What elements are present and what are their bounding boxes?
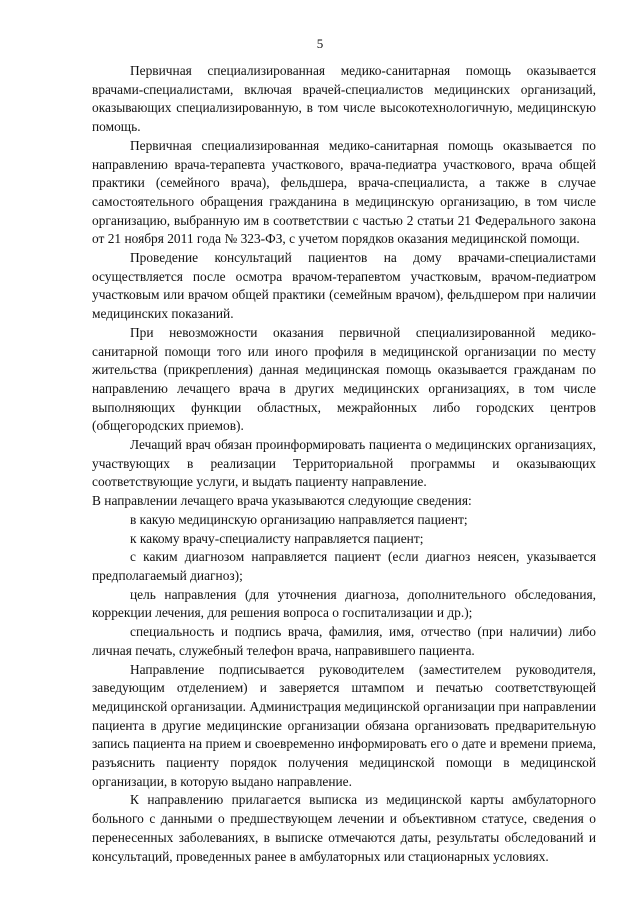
paragraph-medical-extract: К направлению прилагается выписка из медицинской карты амбулаторного больного с данными о предшествующем лечении и объективном статусе, сведения о перенесенных заболеваниях, в выписке отмечаются даты, результаты обследований и консультаций, проведенных ранее в амбулаторных или стационарных условиях. — [92, 792, 596, 864]
list-item-specialist: к какому врачу-специалисту направляется пациент; — [130, 530, 424, 546]
list-item-purpose: цель направления (для уточнения диагноза, дополнительного обследования, коррекции лечения, для решения вопроса о госпитализации и др.); — [92, 586, 596, 621]
paragraph-home-consultations: Проведение консультаций пациентов на дому врачами-специалистами осуществляется после осмотра врачом-терапевтом участковым, врачом-педиатром участковым или врачом общей практики (семейным врачом), фельдшером при наличии медицинских показаний. — [92, 250, 596, 322]
page-number: 5 — [316, 36, 324, 51]
list-item-diagnosis: с каким диагнозом направляется пациент (если диагноз неясен, указывается предполагаемый диагноз); — [92, 549, 596, 583]
paragraph-doctor-obligation: Лечащий врач обязан проинформировать пациента о медицинских организациях, участвующих в реализации Территориальной программы и оказывающих соответствующие услуги, и выдать пациенту направление. — [92, 437, 596, 490]
paragraph-signing-procedure: Направление подписывается руководителем (заместителем руководителя, заведующим отделением) и заверяется штампом и печатью соответствующей медицинской организации. Администрация медицинской организации при направлении пациента в другие медицинские организации обязана организовать предварительную запись пациента на прием и своевременно информировать его о дате и времени приема, разъяснить пациенту порядок получения медицинской помощи в медицинской организации, в которую выдано направление. — [92, 661, 596, 789]
paragraph-referral-basis: Первичная специализированная медико-санитарная помощь оказывается по направлению врача-терапевта участкового, врача-педиатра участкового, врача общей практики (семейного врача), фельдшера, врача-специалиста, а также в случае самостоятельного обращения гражданина в медицинскую организацию, в том числе организацию, выбранную им в соответствии с частью 2 статьи 21 Федерального закона от 21 ноября 2011 года № 323-ФЗ, с учетом порядков оказания медицинской помощи. — [92, 137, 596, 247]
paragraph-specialized-care: Первичная специализированная медико-санитарная помощь оказывается врачами-специалистами, включая врачей-специалистов медицинских организаций, оказывающих специализированную, в том числе высокотехнологичную, медицинскую помощь. — [92, 63, 596, 135]
document-body — [92, 62, 596, 866]
paragraph-referral-details-intro: В направлении лечащего врача указываются следующие сведения: — [92, 493, 472, 509]
list-item-signature: специальность и подпись врача, фамилия, имя, отчество (при наличии) либо личная печать, служебный телефон врача, направившего пациента. — [92, 624, 596, 658]
paragraph-other-organizations: При невозможности оказания первичной специализированной медико-санитарной помощи того или иного профиля в медицинской организации по месту жительства (прикрепления) данная медицинская помощь оказывается гражданам по направлению лечащего врача в других медицинских организациях, в том числе выполняющих функции областных, межрайонных либо городских центров (общегородских приемов). — [92, 324, 596, 434]
list-item-organization: в какую медицинскую организацию направляется пациент; — [130, 511, 468, 527]
